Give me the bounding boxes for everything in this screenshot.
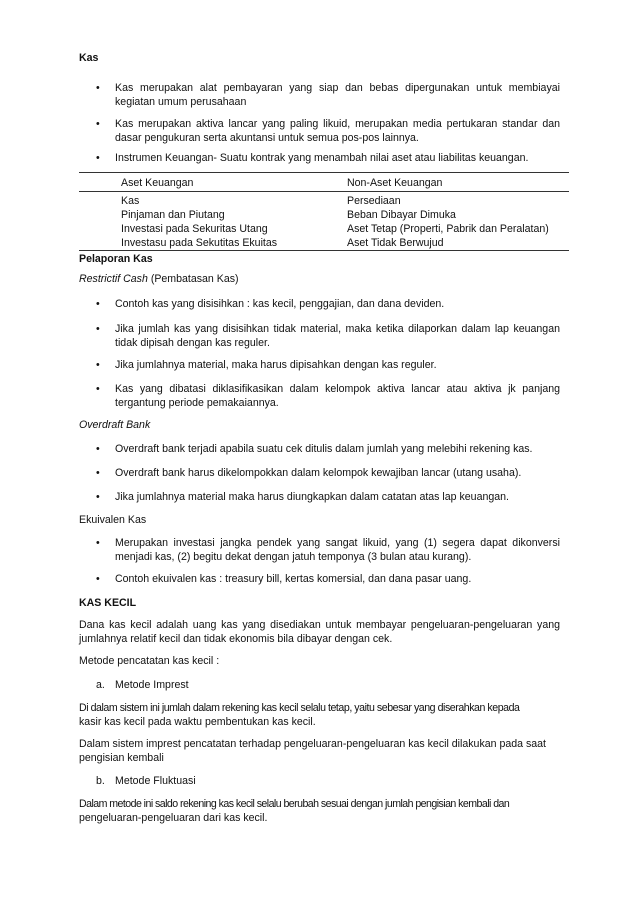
metode-imprest-title: Metode Imprest (115, 679, 189, 691)
restrictif-title-italic: Restrictif Cash (79, 273, 148, 285)
heading-kas: Kas (79, 52, 99, 64)
kas-kecil-para1-line1: Dana kas kecil adalah uang kas yang disediakan untuk membayar pengeluaran-pengeluaran yang (79, 619, 560, 631)
ekuivalen-bullet-2: Contoh ekuivalen kas : treasury bill, kertas komersial, dan dana pasar uang. (115, 573, 472, 585)
subheading-overdraft-bank: Overdraft Bank (79, 419, 151, 431)
bullet-icon: • (96, 491, 100, 503)
imprest-para2-line2: pengisian kembali (79, 752, 164, 764)
bullet-icon: • (96, 383, 100, 395)
table-cell: Persediaan (347, 195, 401, 207)
table-header-rule (79, 191, 569, 192)
overdraft-bullet-1: Overdraft bank terjadi apabila suatu cek ditulis dalam jumlah yang melebihi rekening kas. (115, 443, 533, 455)
restrictif-bullet-4-line2: tergantung periode pemakaiannya. (115, 397, 279, 409)
bullet-icon: • (96, 573, 100, 585)
restrictif-bullet-2-line1: Jika jumlah kas yang disisihkan tidak material, maka ketika dilaporkan dalam lap keuangan (115, 323, 560, 335)
heading-pelaporan-kas: Pelaporan Kas (79, 253, 153, 265)
restrictif-bullet-4-line1: Kas yang dibatasi diklasifikasikan dalam kelompok aktiva lancar atau aktiva jk panjang (115, 383, 560, 395)
table-cell: Aset Tidak Berwujud (347, 237, 444, 249)
metode-intro: Metode pencatatan kas kecil : (79, 655, 220, 667)
fluktuasi-para-line2: pengeluaran-pengeluaran dari kas kecil. (79, 812, 268, 824)
table-cell: Investasi pada Sekuritas Utang (121, 223, 268, 235)
table-cell: Investasu pada Sekutitas Ekuitas (121, 237, 278, 249)
bullet-icon: • (96, 152, 100, 164)
table-cell: Pinjaman dan Piutang (121, 209, 225, 221)
restrictif-title-rest: (Pembatasan Kas) (147, 273, 239, 285)
heading-kas-kecil: KAS KECIL (79, 597, 137, 609)
restrictif-bullet-2-line2: tidak dipisah dengan kas reguler. (115, 337, 270, 349)
bullet-icon: • (96, 118, 100, 130)
restrictif-bullet-1: Contoh kas yang disisihkan : kas kecil, penggajian, dan dana deviden. (115, 298, 445, 310)
bullet-icon: • (96, 82, 100, 94)
bullet-icon: • (96, 359, 100, 371)
bullet-icon: • (96, 298, 100, 310)
imprest-para2-line1: Dalam sistem imprest pencatatan terhadap pengeluaran-pengeluaran kas kecil dilakukan pada saat (79, 738, 546, 750)
kas-bullet-2-line1: Kas merupakan aktiva lancar yang paling likuid, merupakan media pertukaran standar dan (115, 118, 560, 130)
bullet-icon: • (96, 467, 100, 479)
table-cell: Kas (121, 195, 140, 207)
subheading-ekuivalen-kas: Ekuivalen Kas (79, 514, 147, 526)
list-marker-b: b. (96, 775, 105, 787)
restrictif-bullet-3: Jika jumlahnya material, maka harus dipisahkan dengan kas reguler. (115, 359, 437, 371)
imprest-para1-line1: Di dalam sistem ini jumlah dalam rekening kas kecil selalu tetap, yaitu sebesar yang diserahkan kepada (79, 702, 520, 714)
bullet-icon: • (96, 443, 100, 455)
table-cell: Beban Dibayar Dimuka (347, 209, 456, 221)
kas-bullet-1-line1: Kas merupakan alat pembayaran yang siap dan bebas dipergunakan untuk membiayai (115, 82, 560, 94)
ekuivalen-bullet-1-line2: menjadi kas, (2) begitu dekat dengan jatuh temponya (3 bulan atau kurang). (115, 551, 472, 563)
table-header-aset-keuangan: Aset Keuangan (121, 177, 194, 189)
overdraft-bullet-2: Overdraft bank harus dikelompokkan dalam kelompok kewajiban lancar (utang usaha). (115, 467, 522, 479)
overdraft-bullet-3: Jika jumlahnya material maka harus diungkapkan dalam catatan atas lap keuangan. (115, 491, 509, 503)
bullet-icon: • (96, 323, 100, 335)
bullet-icon: • (96, 537, 100, 549)
kas-bullet-2-line2: dasar pengukuran serta akuntansi untuk semua pos-pos lainnya. (115, 132, 419, 144)
ekuivalen-bullet-1-line1: Merupakan investasi jangka pendek yang sangat likuid, yang (1) segera dapat dikonversi (115, 537, 560, 549)
table-header-non-aset-keuangan: Non-Aset Keuangan (347, 177, 443, 189)
fluktuasi-para-line1: Dalam metode ini saldo rekening kas kecil selalu berubah sesuai dengan jumlah pengisian kembali dan (79, 798, 510, 810)
kas-bullet-3-line1: Instrumen Keuangan- Suatu kontrak yang menambah nilai aset atau liabilitas keuangan. (115, 152, 529, 164)
table-bottom-rule (79, 250, 569, 251)
table-cell: Aset Tetap (Properti, Pabrik dan Peralatan) (347, 223, 549, 235)
kas-kecil-para1-line2: jumlahnya relatif kecil dan tidak ekonomis bila dibayar dengan cek. (79, 633, 393, 645)
imprest-para1-line2: kasir kas kecil pada waktu pembentukan kas kecil. (79, 716, 316, 728)
list-marker-a: a. (96, 679, 105, 691)
metode-fluktuasi-title: Metode Fluktuasi (115, 775, 196, 787)
kas-bullet-1-line2: kegiatan umum perusahaan (115, 96, 247, 108)
table-top-rule (79, 172, 569, 173)
subheading-restrictif-cash (79, 272, 239, 286)
